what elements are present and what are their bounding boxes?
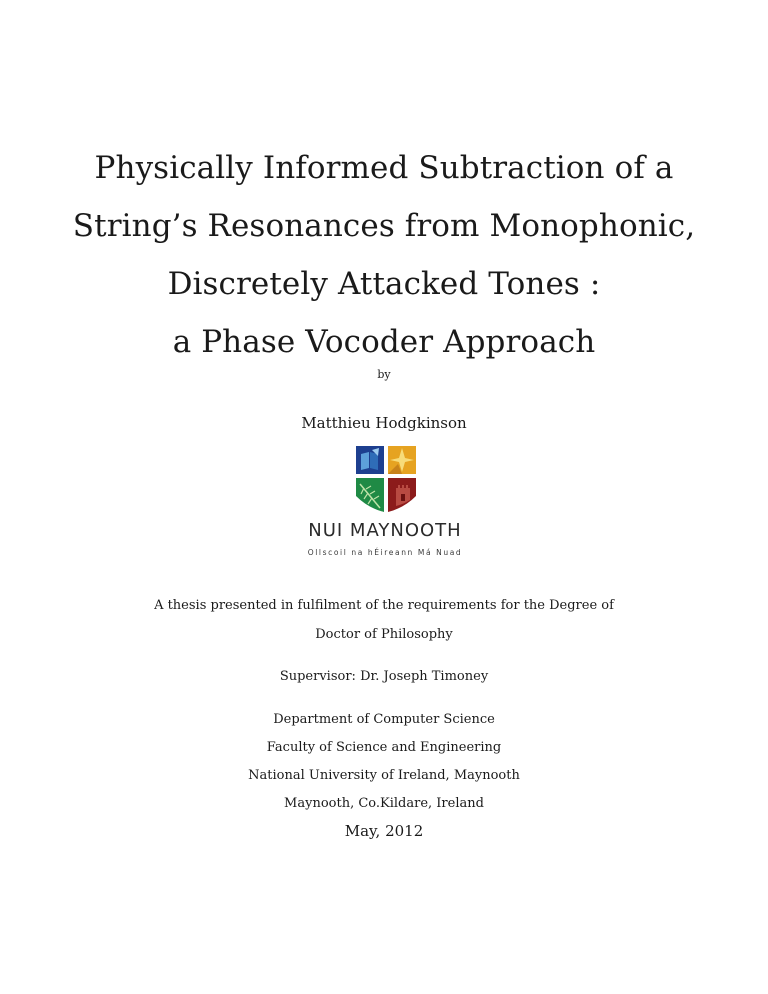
thesis-title-line-2: String’s Resonances from Monophonic, xyxy=(72,208,696,244)
by-label: by xyxy=(377,368,391,381)
crest-book-left xyxy=(361,452,369,470)
thesis-title-line-4: a Phase Vocoder Approach xyxy=(172,324,596,360)
university-logo-name: NUI MAYNOOTH xyxy=(308,520,462,541)
university-logo xyxy=(290,444,480,566)
department-line: Department of Computer Science xyxy=(273,712,495,727)
thesis-statement: A thesis presented in fulfilment of the requirements for the Degree of xyxy=(154,598,614,613)
thesis-title-line-3: Discretely Attacked Tones : xyxy=(167,266,601,302)
location-line: Maynooth, Co.Kildare, Ireland xyxy=(284,796,484,811)
thesis-title-line-1: Physically Informed Subtraction of a xyxy=(94,150,674,186)
university-line: National University of Ireland, Maynooth xyxy=(248,768,520,783)
author-name: Matthieu Hodgkinson xyxy=(301,414,467,432)
degree-name: Doctor of Philosophy xyxy=(315,627,453,642)
university-logo-subtitle: Ollscoil na hÉireann Má Nuad xyxy=(307,548,463,557)
submission-date: May, 2012 xyxy=(344,822,424,840)
supervisor-line: Supervisor: Dr. Joseph Timoney xyxy=(279,669,489,684)
university-crest-icon xyxy=(354,444,418,516)
faculty-line: Faculty of Science and Engineering xyxy=(266,740,502,755)
